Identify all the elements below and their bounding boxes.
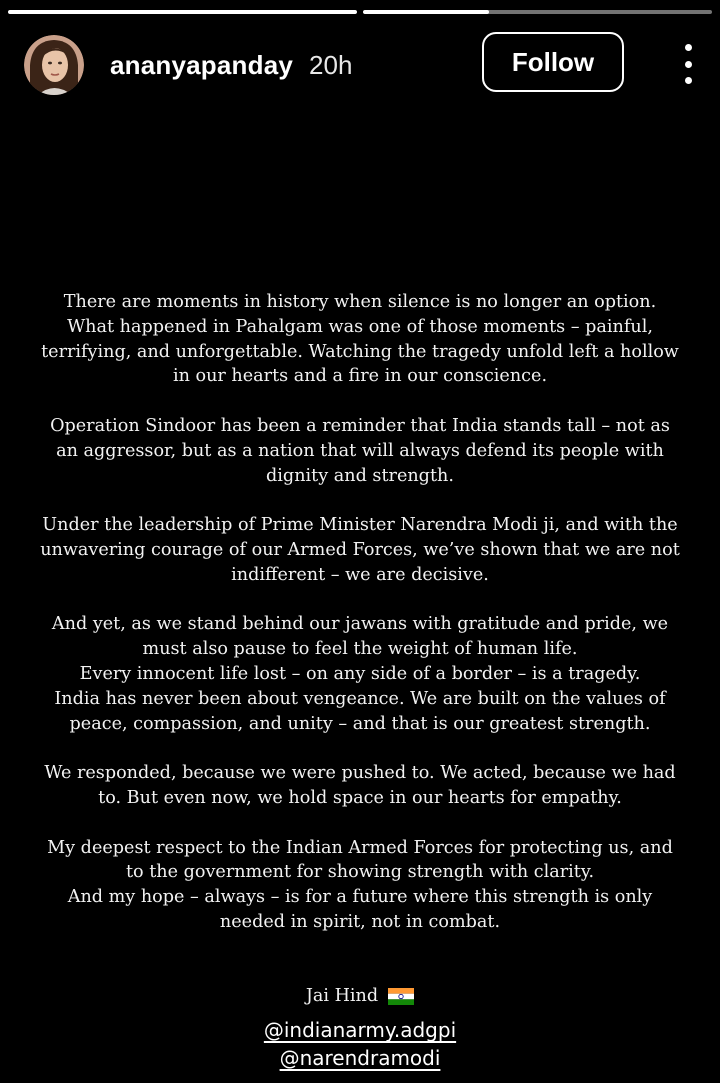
username[interactable]: ananyapanday — [110, 49, 294, 80]
post-time: 20h — [309, 49, 353, 80]
story-header — [24, 32, 696, 98]
story-progress-segment-2 — [363, 10, 712, 14]
closing-text: Jai Hind — [305, 986, 379, 1007]
paragraph: There are moments in history when silence is no longer an option. What happened in Pahalgam was one of those moments – painful, terrifying, and unforgettable. Watching the tragedy unfold left a hollow in our hearts and a fire in our conscience. — [41, 292, 679, 387]
story-progress-segment-1 — [8, 10, 357, 14]
closing-line — [30, 960, 690, 1010]
mentions — [0, 1016, 720, 1072]
more-options-icon[interactable] — [680, 44, 696, 84]
avatar[interactable] — [24, 35, 84, 95]
paragraph: Operation Sindoor has been a reminder that India stands tall – not as an aggressor, but as a nation that will always defend its people with dignity and strength. — [50, 415, 670, 486]
paragraph: Under the leadership of Prime Minister Narendra Modi ji, and with the unwavering courage of our Armed Forces, we’ve shown that we are not indifferent – we are decisive. — [40, 515, 680, 585]
story-text — [30, 290, 690, 1034]
mention-link[interactable]: @narendramodi — [279, 1046, 441, 1070]
mention-link[interactable]: @indianarmy.adgpi — [263, 1018, 457, 1042]
paragraph: My deepest respect to the Indian Armed Forces for protecting us, and to the government for showing strength with clarity. And my hope – always – is for a future where this strength is only needed in spirit, not in combat. — [47, 837, 673, 932]
follow-button[interactable]: Follow — [482, 32, 624, 92]
india-flag-icon — [388, 988, 414, 1005]
paragraph: And yet, as we stand behind our jawans with gratitude and pride, we must also pause to feel the weight of human life. Every innocent life lost – on any side of a border – is a tragedy. India has never been about vengeance. We are built on the values of peace, compassion, and unity – and that is our greatest strength. — [51, 614, 669, 734]
paragraph: We responded, because we were pushed to. We acted, because we had to. But even now, we hold space in our hearts for empathy. — [44, 763, 676, 808]
story-progress — [8, 10, 712, 14]
